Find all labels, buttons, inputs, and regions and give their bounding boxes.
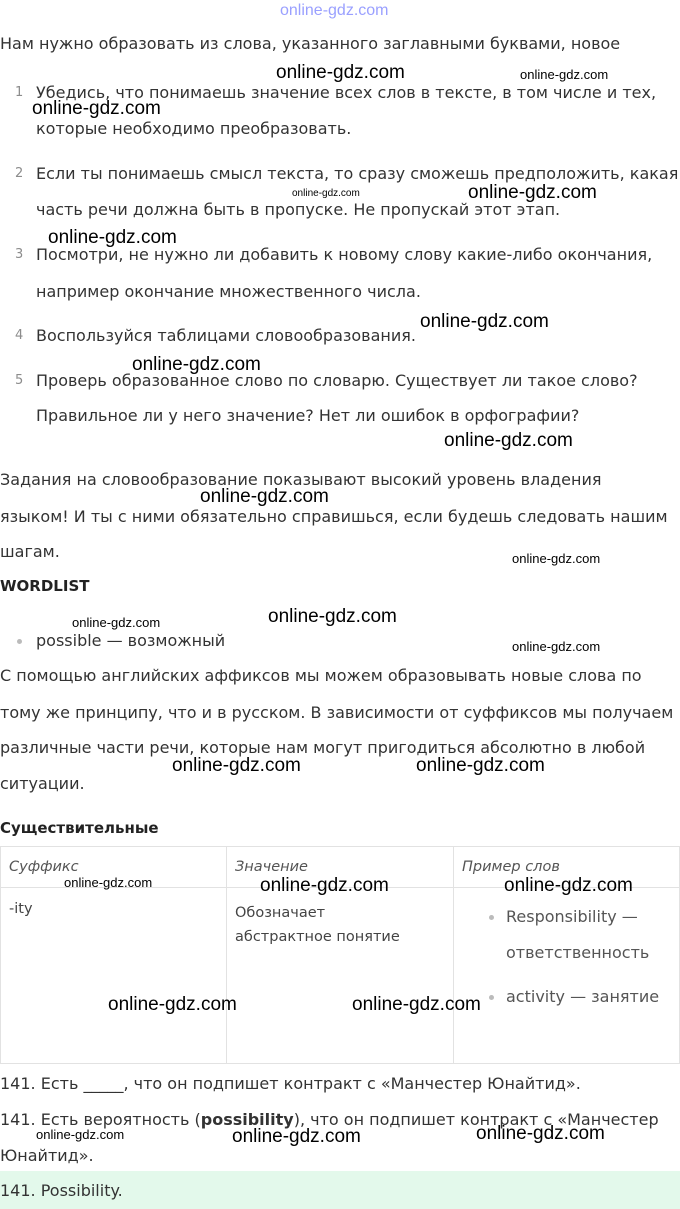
watermark: online-gdz.com (200, 486, 329, 507)
watermark: online-gdz.com (520, 67, 609, 82)
watermark: online-gdz.com (268, 606, 397, 627)
task-text: 141. Есть _____, что он подпишет контракт с «Манчестер Юнайтид». (0, 1074, 581, 1093)
solution-answer-word: possibility (200, 1110, 294, 1129)
watermark: online-gdz.com (468, 182, 597, 203)
table-header: Значение (227, 847, 454, 888)
watermark: online-gdz.com (108, 994, 237, 1015)
summary-text: языком! И ты с ними обязательно справишься, если будешь следовать нашим (0, 507, 668, 526)
watermark: online-gdz.com (416, 755, 545, 776)
watermark: online-gdz.com (132, 354, 261, 375)
solution-text-line2: Юнайтид». (0, 1146, 94, 1165)
watermark: online-gdz.com (420, 311, 549, 332)
table-header: Пример слов (454, 847, 680, 888)
wordlist-item: possible — возможный (36, 631, 226, 650)
watermark: online-gdz.com (32, 98, 161, 119)
summary-text: шагам. (0, 542, 60, 561)
watermark: online-gdz.com (48, 227, 177, 248)
table-cell-examples (454, 888, 680, 1064)
solution-suffix: ), что он подпишет контракт с «Манчестер (293, 1110, 659, 1129)
step-number: 3 (15, 247, 24, 262)
examples-list (462, 899, 671, 1015)
solution-prefix: 141. Есть вероятность ( (0, 1110, 201, 1129)
step-number: 5 (15, 373, 24, 388)
summary-text: Задания на словообразование показывают высокий уровень владения (0, 470, 602, 489)
affix-text: ситуации. (0, 774, 85, 793)
watermark: online-gdz.com (504, 875, 633, 896)
step-text: которые необходимо преобразовать. (36, 119, 352, 138)
watermark: online-gdz.com (276, 62, 405, 83)
step-text: Если ты понимаешь смысл текста, то сразу сможешь предположить, какая (36, 164, 679, 183)
step-text: Воспользуйся таблицами словообразования. (36, 326, 416, 345)
table-header: Суффикс (1, 847, 227, 888)
watermark-top: online-gdz.com (280, 2, 389, 19)
watermark: online-gdz.com (64, 875, 153, 890)
step-text: Правильное ли у него значение? Нет ли ошибок в орфографии? (36, 406, 580, 425)
watermark: online-gdz.com (352, 994, 481, 1015)
step-number: 1 (15, 85, 24, 100)
table-cell-meaning (227, 888, 454, 1064)
watermark: online-gdz.com (444, 430, 573, 451)
table-cell-suffix: -ity (1, 888, 227, 1064)
intro-text: Нам нужно образовать из слова, указанного заглавными буквами, новое (0, 34, 621, 53)
answer-text: 141. Possibility. (0, 1181, 123, 1200)
step-text: например окончание множественного числа. (36, 282, 421, 301)
step-number: 2 (15, 166, 24, 181)
watermark: online-gdz.com (36, 1127, 125, 1142)
watermark: online-gdz.com (512, 551, 601, 566)
step-text: Проверь образованное слово по словарю. Существует ли такое слово? (36, 371, 638, 390)
step-text: Убедись, что понимаешь значение всех слов в тексте, в том числе и тех, (36, 83, 657, 102)
affix-text: С помощью английских аффиксов мы можем образовывать новые слова по (0, 666, 642, 685)
step-text: Посмотри, не нужно ли добавить к новому слову какие-либо окончания, (36, 245, 653, 264)
watermark: online-gdz.com (172, 755, 301, 776)
meaning-text: Обозначает абстрактное понятие (235, 905, 400, 945)
affix-text: различные части речи, которые нам могут пригодиться абсолютно в любой (0, 738, 646, 757)
watermark: online-gdz.com (292, 188, 360, 199)
list-item: activity — занятие (480, 979, 671, 1015)
step-text: часть речи должна быть в пропуске. Не пропускай этот этап. (36, 200, 561, 219)
watermark: online-gdz.com (260, 875, 389, 896)
watermark: online-gdz.com (72, 615, 161, 630)
watermark: online-gdz.com (232, 1126, 361, 1147)
watermark: online-gdz.com (476, 1123, 605, 1144)
watermark: online-gdz.com (512, 639, 601, 654)
wordlist-heading: WORDLIST (0, 577, 90, 595)
table-row (1, 888, 680, 1064)
nouns-heading: Существительные (0, 819, 159, 837)
bullet-icon (17, 639, 22, 644)
answer-box (0, 1171, 680, 1209)
affix-text: тому же принципу, что и в русском. В зависимости от суффиксов мы получаем (0, 703, 674, 722)
list-item: Responsibility — ответственность (480, 899, 665, 971)
step-number: 4 (15, 328, 24, 343)
